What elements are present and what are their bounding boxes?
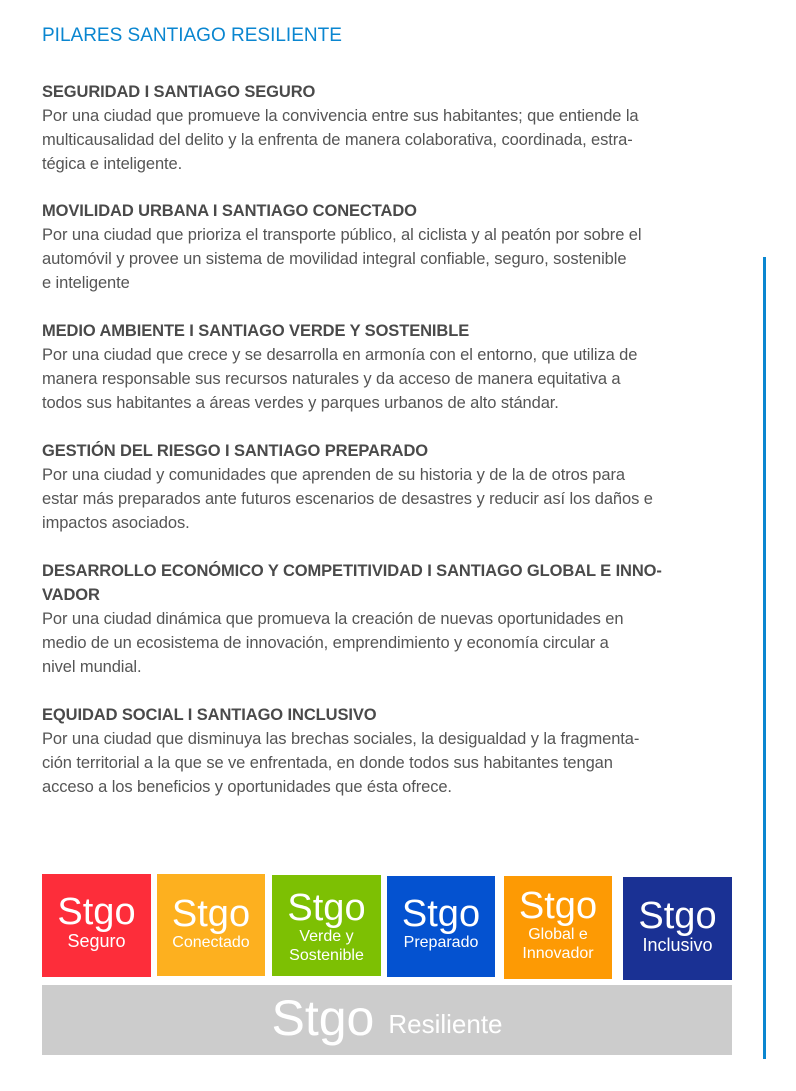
body-line: Por una ciudad que crece y se desarrolla en armonía con el entorno, que utiliza de — [42, 346, 638, 364]
tile-sub-label: Verde y — [299, 927, 354, 945]
tile-preparado — [387, 876, 495, 977]
accent-divider-line — [763, 257, 766, 1059]
body-line: Por una ciudad y comunidades que aprenden de su historia y de la de otros para — [42, 466, 625, 484]
tile-stgo-label: Stgo — [57, 891, 136, 933]
tile-global-innovador — [504, 876, 612, 979]
tile-stgo-label: Stgo — [401, 893, 481, 935]
section-body — [42, 223, 742, 295]
section-body — [42, 343, 742, 415]
body-line: multicausalidad del delito y la enfrenta de manera colaborativa, coordinada, estra- — [42, 131, 633, 149]
tile-sub-label: Conectado — [172, 933, 250, 951]
section-movilidad — [42, 199, 742, 295]
tile-stgo-label: Stgo — [287, 886, 366, 929]
page-title: PILARES SANTIAGO RESILIENTE — [42, 25, 342, 46]
body-line: acceso a los beneficios y oportunidades que ésta ofrece. — [42, 778, 452, 796]
tile-stgo-label: Stgo — [171, 892, 251, 935]
section-body — [42, 607, 742, 679]
body-line: nivel mundial. — [42, 658, 142, 676]
section-heading: MEDIO AMBIENTE I SANTIAGO VERDE Y SOSTENIBLE — [42, 322, 470, 340]
heading-line: VADOR — [42, 586, 100, 604]
section-medio-ambiente — [42, 319, 742, 415]
tile-sub-label: Innovador — [522, 944, 594, 962]
body-line: Por una ciudad que disminuya las brechas sociales, la desigualdad y la fragmenta- — [42, 730, 640, 748]
body-line: automóvil y provee un sistema de movilidad integral confiable, seguro, sostenible — [42, 250, 627, 268]
body-line: e inteligente — [42, 274, 130, 292]
base-sub-label: Resiliente — [388, 1009, 503, 1039]
section-heading: MOVILIDAD URBANA I SANTIAGO CONECTADO — [42, 202, 417, 220]
tile-sub-label: Seguro — [67, 931, 126, 951]
section-equidad-social — [42, 703, 742, 799]
body-line: Por una ciudad dinámica que promueva la creación de nuevas oportunidades en — [42, 610, 624, 628]
section-heading: SEGURIDAD I SANTIAGO SEGURO — [42, 83, 316, 101]
base-stgo-label: Stgo — [271, 990, 375, 1046]
tile-verde-sostenible — [272, 875, 381, 976]
tile-sub-label: Sostenible — [289, 946, 364, 964]
section-heading: GESTIÓN DEL RIESGO I SANTIAGO PREPARADO — [42, 442, 429, 460]
section-gestion-riesgo — [42, 439, 742, 535]
section-heading — [42, 559, 742, 607]
tile-stgo-label: Stgo — [518, 884, 598, 927]
section-body — [42, 463, 742, 535]
tile-inclusivo — [623, 877, 732, 980]
section-body — [42, 104, 742, 176]
base-bar-resiliente — [42, 985, 732, 1055]
heading-line: DESARROLLO ECONÓMICO Y COMPETITIVIDAD I SANTIAGO GLOBAL E INNO- — [42, 562, 662, 580]
section-seguridad — [42, 80, 742, 176]
tile-conectado — [157, 874, 265, 976]
body-line: ción territorial a la que se ve enfrentada, en donde todos sus habitantes tengan — [42, 754, 613, 772]
body-line: medio de un ecosistema de innovación, emprendimiento y economía circular a — [42, 634, 609, 652]
section-body — [42, 727, 742, 799]
body-line: impactos asociados. — [42, 514, 190, 532]
tile-sub-label: Inclusivo — [642, 935, 713, 955]
tile-stgo-label: Stgo — [638, 895, 717, 937]
tile-seguro — [42, 874, 151, 977]
tile-sub-label: Global e — [528, 925, 588, 943]
body-line: tégica e inteligente. — [42, 155, 183, 173]
body-line: estar más preparados ante futuros escenarios de desastres y reducir así los daños e — [42, 490, 653, 508]
body-line: Por una ciudad que promueve la convivencia entre sus habitantes; que entiende la — [42, 107, 639, 125]
body-line: Por una ciudad que prioriza el transporte público, al ciclista y al peatón por sobre el — [42, 226, 642, 244]
body-line: manera responsable sus recursos naturales y da acceso de manera equitativa a — [42, 370, 621, 388]
section-desarrollo-economico — [42, 559, 742, 679]
section-heading: EQUIDAD SOCIAL I SANTIAGO INCLUSIVO — [42, 706, 377, 724]
tile-sub-label: Preparado — [403, 934, 479, 951]
body-line: todos sus habitantes a áreas verdes y parques urbanos de alto stándar. — [42, 394, 559, 412]
